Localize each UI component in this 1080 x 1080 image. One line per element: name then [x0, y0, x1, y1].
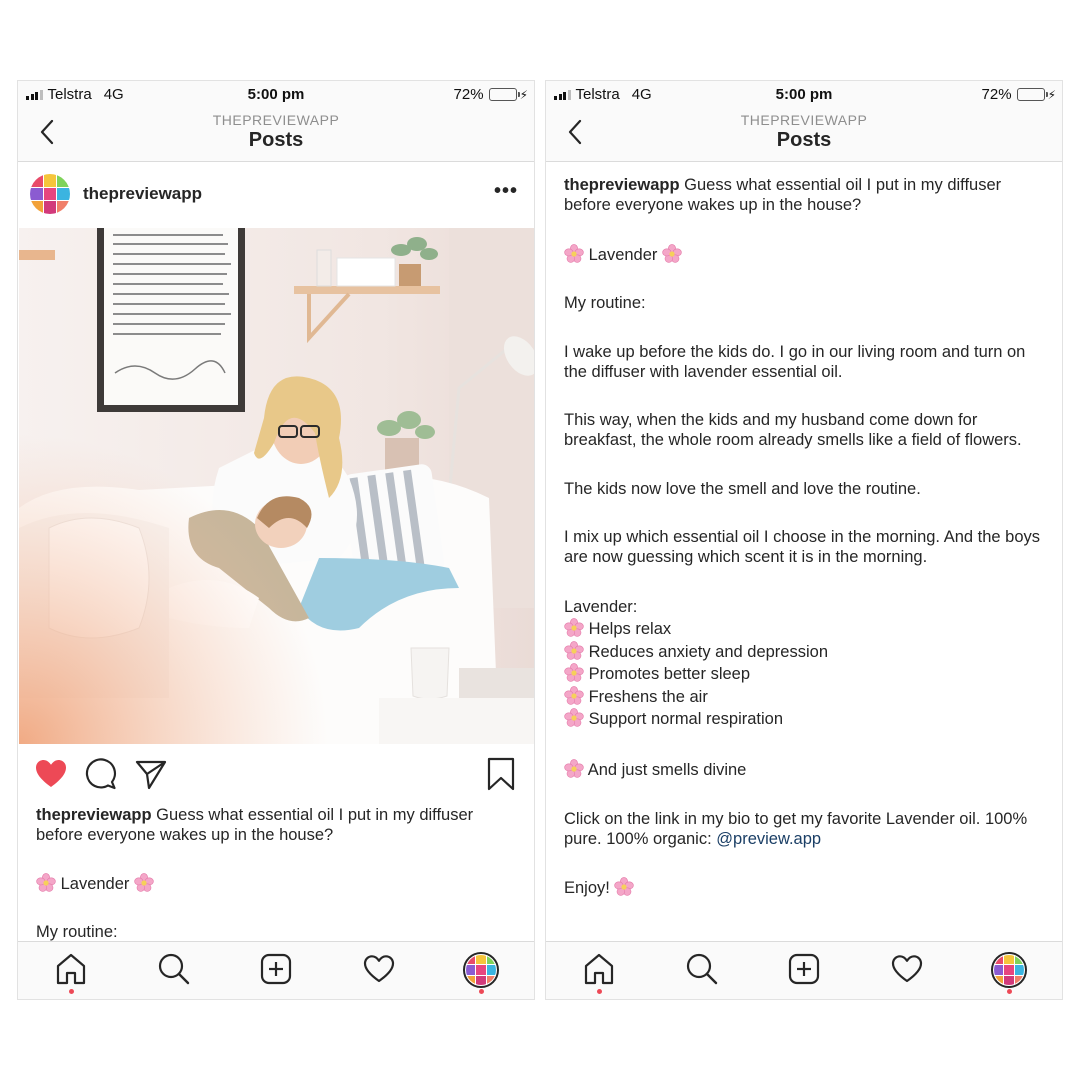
profile-notification-dot	[479, 989, 484, 994]
avatar-tile	[1004, 965, 1013, 974]
benefit-text: Promotes better sleep	[588, 665, 751, 683]
caption-intro-text: Guess what essential oil I put in my diffuser before everyone wakes up in the house?	[564, 176, 1002, 214]
avatar-tile	[44, 201, 57, 214]
charging-icon: ⚡	[1047, 87, 1056, 102]
list-item	[564, 686, 1050, 709]
benefit-text: Reduces anxiety and depression	[588, 642, 828, 661]
avatar-tile	[476, 976, 485, 985]
battery-percent: 72%	[981, 86, 1012, 103]
home-icon[interactable]	[54, 952, 88, 986]
network-label: 4G	[631, 86, 652, 103]
post-header	[18, 162, 534, 228]
phone-screen-post	[17, 80, 535, 1000]
status-time: 5:00 pm	[247, 86, 305, 103]
caption-cta	[564, 809, 1050, 849]
network-label: 4G	[103, 86, 124, 103]
battery-icon	[489, 88, 517, 101]
divine-text: And just smells divine	[587, 761, 747, 779]
caption-enjoy	[564, 877, 1050, 898]
cherry-blossom-icon	[564, 759, 584, 779]
battery-icon	[1017, 88, 1045, 101]
avatar-tile	[487, 955, 496, 964]
avatar-tile	[994, 965, 1003, 974]
avatar-tile	[57, 201, 70, 214]
avatar-tile	[476, 955, 485, 964]
profile-avatar[interactable]	[991, 952, 1027, 988]
caption-intro	[564, 175, 1050, 215]
caption-paragraph-4: I mix up which essential oil I choose in the morning. And the boys are now guessing which scent it is in the morning.	[564, 528, 1041, 566]
caption-routine-label: My routine:	[564, 294, 646, 312]
add-icon[interactable]	[259, 952, 293, 986]
home-notification-dot	[69, 989, 74, 994]
avatar-tile	[1015, 965, 1024, 974]
list-item	[564, 708, 1050, 731]
avatar[interactable]	[30, 174, 70, 214]
caption-username[interactable]: thepreviewapp	[564, 176, 680, 194]
profile-notification-dot	[1007, 989, 1012, 994]
avatar-tile	[44, 174, 57, 187]
nav-subtitle: THEPREVIEWAPP	[212, 112, 340, 128]
cherry-blossom-icon	[564, 708, 584, 728]
cherry-blossom-icon	[36, 873, 56, 893]
avatar-tile	[30, 201, 43, 214]
nav-subtitle: THEPREVIEWAPP	[740, 112, 868, 128]
avatar-tile	[44, 188, 57, 201]
like-heart-icon[interactable]	[34, 757, 68, 791]
home-notification-dot	[597, 989, 602, 994]
post-photo[interactable]	[19, 228, 534, 744]
tab-bar	[546, 941, 1062, 999]
lavender-word: Lavender	[588, 245, 658, 264]
page-title: Posts	[776, 129, 832, 151]
profile-avatar[interactable]	[463, 952, 499, 988]
cherry-blossom-icon	[564, 244, 584, 264]
add-icon[interactable]	[787, 952, 821, 986]
back-chevron-icon[interactable]	[566, 117, 586, 147]
status-bar	[18, 81, 534, 107]
caption-paragraph-3: The kids now love the smell and love the routine.	[564, 479, 921, 498]
cherry-blossom-icon	[614, 877, 634, 897]
caption-paragraph-2: This way, when the kids and my husband come down for breakfast, the whole room already smells like a field of flowers.	[564, 411, 1022, 449]
profile-avatar-image	[466, 955, 496, 985]
benefit-text: Freshens the air	[588, 687, 708, 706]
bookmark-icon[interactable]	[484, 757, 518, 791]
page-title: Posts	[248, 129, 304, 151]
search-icon[interactable]	[685, 952, 719, 986]
home-icon[interactable]	[582, 952, 616, 986]
back-chevron-icon[interactable]	[38, 117, 58, 147]
phone-screen-caption	[545, 80, 1063, 1000]
avatar-tile	[466, 976, 475, 985]
caption-lavender-line	[564, 244, 1050, 265]
tab-bar	[18, 941, 534, 999]
caption-intro	[36, 805, 520, 845]
caption-paragraph-1: I wake up before the kids do. I go in our living room and turn on the diffuser with lavender essential oil.	[564, 342, 1026, 381]
cherry-blossom-icon	[564, 618, 584, 638]
carrier-label: Telstra	[575, 86, 620, 103]
nav-bar	[18, 107, 534, 162]
caption-divine	[564, 759, 1050, 780]
status-time: 5:00 pm	[775, 86, 833, 103]
battery-percent: 72%	[453, 86, 484, 103]
benefits-label: Lavender:	[564, 597, 638, 616]
caption-full	[564, 175, 1050, 927]
avatar-tile	[487, 965, 496, 974]
nav-bar	[546, 107, 1062, 162]
comment-icon[interactable]	[84, 757, 118, 791]
avatar-tile	[1004, 955, 1013, 964]
more-horizontal-icon[interactable]: •••	[493, 180, 518, 202]
enjoy-text: Enjoy!	[564, 879, 610, 897]
caption-intro-text: Guess what essential oil I put in my diffuser before everyone wakes up in the house?	[36, 806, 474, 844]
caption-username[interactable]: thepreviewapp	[36, 806, 152, 824]
avatar-tile	[476, 965, 485, 974]
avatar-tile	[1015, 976, 1024, 985]
avatar-tile	[487, 976, 496, 985]
post-username[interactable]: thepreviewapp	[83, 184, 203, 203]
benefit-text: Support normal respiration	[588, 710, 784, 728]
status-right	[982, 86, 1056, 103]
activity-heart-icon[interactable]	[890, 952, 924, 986]
avatar-tile	[57, 188, 70, 201]
avatar-tile	[30, 174, 43, 187]
benefits-list	[564, 596, 1050, 731]
avatar-tile	[30, 188, 43, 201]
cherry-blossom-icon	[134, 873, 154, 893]
photo-illustration	[19, 228, 534, 744]
search-icon[interactable]	[157, 952, 191, 986]
lavender-word: Lavender	[60, 875, 130, 893]
status-right	[454, 86, 528, 103]
avatar-tile	[57, 174, 70, 187]
avatar-tile	[994, 976, 1003, 985]
profile-avatar-image	[994, 955, 1024, 985]
caption-lavender-line	[36, 873, 520, 894]
cherry-blossom-icon	[564, 641, 584, 661]
mention-link[interactable]: @preview.app	[716, 829, 822, 848]
share-direct-icon[interactable]	[134, 757, 168, 791]
status-bar	[546, 81, 1062, 107]
benefit-text: Helps relax	[588, 620, 672, 638]
avatar-tile	[466, 965, 475, 974]
list-item	[564, 618, 1050, 641]
caption-routine-label: My routine:	[36, 923, 118, 941]
activity-heart-icon[interactable]	[362, 952, 396, 986]
list-item	[564, 663, 1050, 686]
list-item	[564, 641, 1050, 664]
avatar-tile	[994, 955, 1003, 964]
avatar-tile	[1015, 955, 1024, 964]
carrier-label: Telstra	[47, 86, 92, 103]
cherry-blossom-icon	[662, 244, 682, 264]
cherry-blossom-icon	[564, 663, 584, 683]
cta-text: Click on the link in my bio to get my favorite Lavender oil. 100% pure. 100% organic:	[564, 809, 1028, 848]
cherry-blossom-icon	[564, 686, 584, 706]
post-actions	[18, 757, 534, 793]
avatar-tile	[466, 955, 475, 964]
charging-icon: ⚡	[519, 87, 528, 102]
avatar-tile	[1004, 976, 1013, 985]
